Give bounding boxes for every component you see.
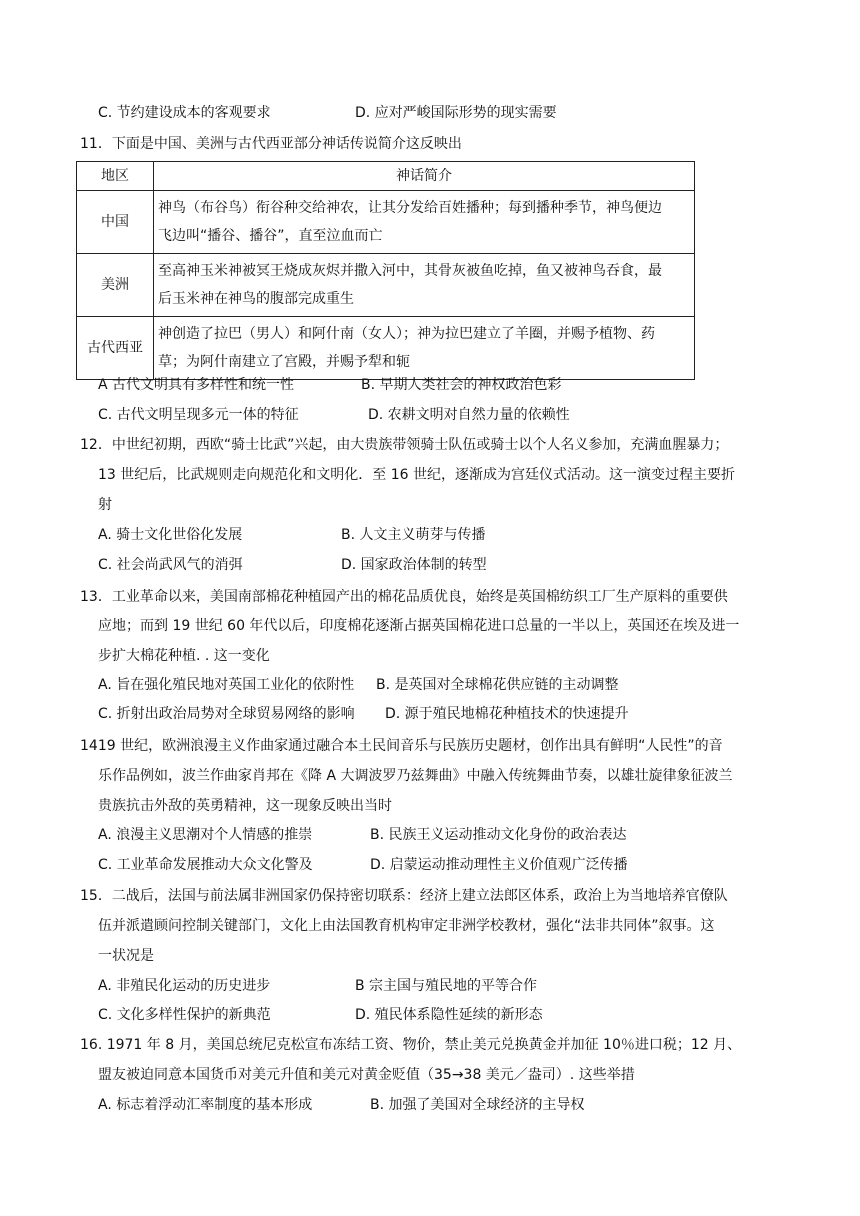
q16-stem-line: 盟友被迫同意本国货币对美元升值和美元对黄金贬值（35→38 美元／盎司）. 这些举措 xyxy=(98,1067,635,1083)
table-row xyxy=(77,254,695,317)
q14-option-c: C. 工业革命发展推动大众文化警及 xyxy=(98,857,313,873)
table-row xyxy=(77,191,695,254)
row-region: 美洲 xyxy=(77,254,154,317)
q12-stem-line: 射 xyxy=(98,497,112,513)
row-desc xyxy=(154,254,695,317)
q15-stem-line: 一状况是 xyxy=(98,948,154,964)
q15-option-a: A. 非殖民化运动的历史进步 xyxy=(98,978,271,994)
row-desc-line: 神鸟（布谷鸟）衔谷种交给神农，让其分发给百姓播种；每到播种季节，神鸟便边 xyxy=(158,200,662,216)
q12-option-b: B. 人文主义萌芽与传播 xyxy=(341,527,486,543)
q12-option-d: D. 国家政治体制的转型 xyxy=(341,557,487,573)
q11-option-b: B. 早期人类社会的神权政治色彩 xyxy=(361,377,562,393)
myth-table xyxy=(76,161,695,380)
q11-option-c: C. 古代文明呈现多元一体的特征 xyxy=(98,407,299,423)
row-desc-line: 草；为阿什南建立了宫殿，并赐予犁和轭 xyxy=(158,354,410,370)
q12-option-c: C. 社会尚武风气的消弭 xyxy=(98,557,243,573)
q15-stem-line: 伍并派遣顾问控制关键部门，文化上由法国教育机构审定非洲学校教材，强化“法非共同体”叙事。这 xyxy=(98,918,715,934)
q13-option-b: B. 是英国对全球棉花供应链的主动调整 xyxy=(376,677,619,693)
row-region: 中国 xyxy=(77,191,154,254)
q15-option-b: B 宗主国与殖民地的平等合作 xyxy=(355,978,538,994)
q13-stem-line: 13．工业革命以来，美国南部棉花种植园产出的棉花品质优良，始终是英国棉纺织工厂生产原料的重要供 xyxy=(80,589,728,605)
q10-option-d: D. 应对严峻国际形势的现实需要 xyxy=(355,105,557,121)
header-desc: 神话简介 xyxy=(154,162,695,191)
q14-option-b: B. 民族王义运动推动文化身份的政治表达 xyxy=(370,827,627,843)
row-desc-line: 后玉米神在神鸟的腹部完成重生 xyxy=(158,291,354,307)
q16-option-a: A. 标志着浮动汇率制度的基本形成 xyxy=(98,1097,313,1113)
myth-table-header xyxy=(77,162,695,191)
row-desc xyxy=(154,191,695,254)
q13-option-a: A. 旨在强化殖民地对英国工业化的依附性 xyxy=(98,677,355,693)
q14-option-a: A. 浪漫主义思潮对个人情感的推崇 xyxy=(98,827,313,843)
q15-option-c: C. 文化多样性保护的新典范 xyxy=(98,1007,271,1023)
q12-option-a: A. 骑士文化世俗化发展 xyxy=(98,527,243,543)
q14-option-d: D. 启蒙运动推动理性主义价值观广泛传播 xyxy=(370,857,628,873)
q11-stem: 11．下面是中国、美洲与古代西亚部分神话传说简介这反映出 xyxy=(80,136,462,152)
q15-option-d: D. 殖民体系隐性延续的新形态 xyxy=(355,1007,543,1023)
row-desc-line: 神创造了拉巴（男人）和阿什南（女人）；神为拉巴建立了羊圈，并赐予植物、药 xyxy=(158,326,655,342)
q13-stem-line: 步扩大棉花种植. . 这一变化 xyxy=(98,648,270,664)
q12-stem-line: 12．中世纪初期，西欧“骑士比武”兴起，由大贵族带领骑士队伍或骑士以个人名义参加，充满血腥暴力； xyxy=(80,437,729,453)
row-region: 古代西亚 xyxy=(77,317,154,380)
q16-option-b: B. 加强了美国对全球经济的主导权 xyxy=(370,1097,585,1113)
table-row xyxy=(77,317,695,380)
q15-stem-line: 15．二战后，法国与前法属非洲国家仍保持密切联系：经济上建立法郎区体系，政治上为当地培养官僚队 xyxy=(80,888,728,904)
q16-stem-line: 16. 1971 年 8 月，美国总统尼克松宣布冻结工资、物价，禁止美元兑换黄金并加征 10％进口税；12 月、 xyxy=(80,1037,742,1053)
q12-stem-line: 13 世纪后，比武规则走向规范化和文明化．至 16 世纪，逐渐成为宫廷仪式活动。这一演变过程主要折 xyxy=(98,467,735,483)
q14-stem-line: 乐作品例如，波兰作曲家肖邦在《降 A 大调波罗乃兹舞曲》中融入传统舞曲节奏，以雄壮旋律象征波兰 xyxy=(98,768,733,784)
q14-stem-line: 1419 世纪，欧洲浪漫主义作曲家通过融合本土民间音乐与民族历史题材，创作出具有鲜明“人民性”的音 xyxy=(80,738,723,754)
row-desc-line: 飞边叫“播谷、播谷”，直至泣血而亡 xyxy=(158,228,383,244)
q11-option-a: A 古代文明具有多样性和统一性 xyxy=(98,377,295,393)
q10-option-c: C. 节约建设成本的客观要求 xyxy=(98,105,271,121)
q13-option-c: C. 折射出政治局势对全球贸易网络的影响 xyxy=(98,706,355,722)
row-desc xyxy=(154,317,695,380)
row-desc-line: 至高神玉米神被冥王烧成灰烬并撒入河中，其骨灰被鱼吃掉，鱼又被神鸟吞食，最 xyxy=(158,263,662,279)
header-region: 地区 xyxy=(77,162,154,191)
q11-option-d: D. 农耕文明对自然力量的依赖性 xyxy=(368,407,570,423)
q14-stem-line: 贵族抗击外敌的英勇精神，这一现象反映出当时 xyxy=(98,798,392,814)
q13-stem-line: 应地；而到 19 世纪 60 年代以后，印度棉花逐渐占据英国棉花进口总量的一半以上，英国还在埃及进一 xyxy=(98,618,740,634)
q13-option-d: D. 源于殖民地棉花种植技术的快速提升 xyxy=(385,706,629,722)
